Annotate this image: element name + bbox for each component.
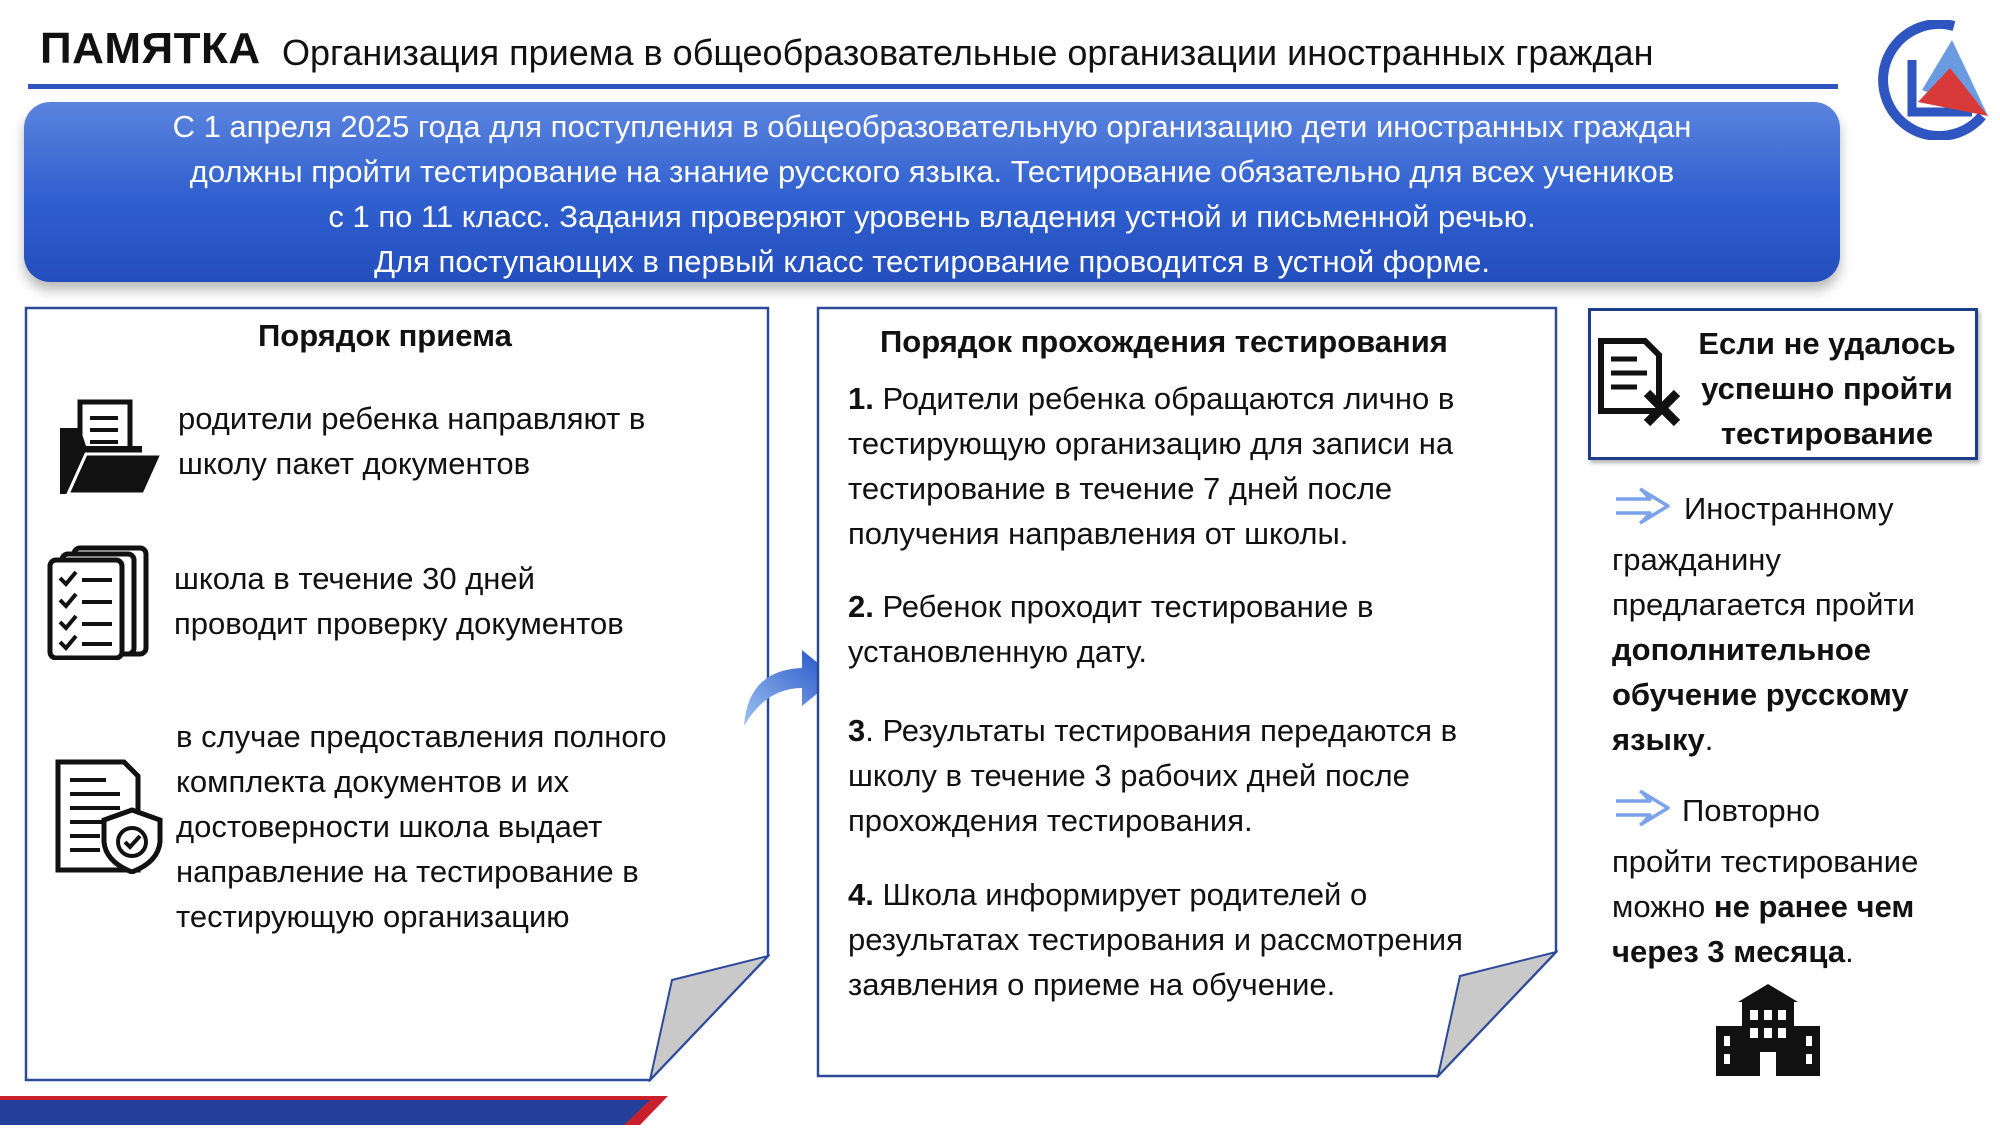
failure-note-2: Повторно пройти тестирование можно не ранее чем через 3 месяца. [1612,788,1918,974]
checklist-icon [46,544,150,665]
failure-box [1588,308,1978,460]
testing-step-4: 4. Школа информирует родителей о результатах тестирования и рассмотрения заявления о приеме на обучение. [848,877,1463,1002]
testing-step-3: 3. Результаты тестирования передаются в школу в течение 3 рабочих дней после прохождения тестирования. [848,713,1458,838]
failure-title: Если не удалось успешно пройти тестирование [1698,326,1956,451]
admission-item-2: школа в течение 30 дней проводит проверку документов [174,561,624,641]
document-folder-icon [56,398,164,503]
testing-step-1: 1. Родители ребенка обращаются лично в тестирующую организацию для записи на тестирование в течение 7 дней после получения направления от школы. [848,381,1455,551]
admission-item-3: в случае предоставления полного комплекта документов и их достоверности школа выдает направление на тестирование в тестирующую организацию [176,719,667,934]
banner-line: должны пройти тестирование на знание русского языка. Тестирование обязательно для всех учеников [189,154,1675,189]
admission-title: Порядок приема [258,318,512,353]
document-reject-icon [1597,337,1685,432]
page-title: ПАМЯТКА [40,24,261,73]
banner-line: Для поступающих в первый класс тестирование проводится в устной форме. [374,244,1490,279]
failure-note-1: Иностранному гражданину предлагается пройти дополнительное обучение русскому языку. [1612,486,1915,762]
arrow-right-icon [1612,487,1684,537]
testing-step-2: 2. Ребенок проходит тестирование в установленную дату. [848,589,1374,669]
header-divider [28,84,1838,89]
admission-item-1: родители ребенка направляют в школу пакет документов [178,401,646,481]
banner-line: с 1 по 11 класс. Задания проверяют уровень владения устной и письменной речью. [328,199,1536,234]
page-subtitle: Организация приема в общеобразовательные организации иностранных граждан [282,32,1654,73]
arrow-right-icon [1612,789,1682,839]
shield-document-icon [54,758,164,879]
banner-line: С 1 апреля 2025 года для поступления в общеобразовательную организацию дети иностранных граждан [172,109,1692,144]
testing-title: Порядок прохождения тестирования [880,324,1448,359]
info-banner [24,102,1840,282]
organization-logo [1842,20,1992,140]
school-building-icon [1712,982,1824,1083]
